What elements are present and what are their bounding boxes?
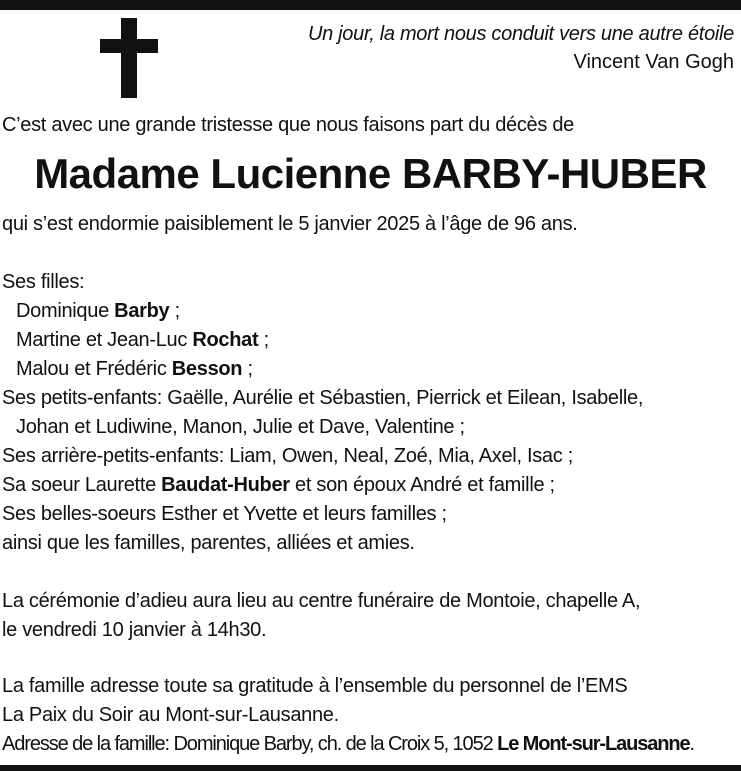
family-list <box>2 268 643 558</box>
death-notice: qui s’est endormie paisiblement le 5 janvier 2025 à l’âge de 96 ans. <box>2 213 578 235</box>
great-grandchildren: Ses arrière-petits-enfants: Liam, Owen, Neal, Zoé, Mia, Axel, Isac ; <box>2 445 573 467</box>
grandchildren: Ses petits-enfants: Gaëlle, Aurélie et Sébastien, Pierrick et Eilean, Isabelle, <box>2 387 644 409</box>
sisters-in-law: Ses belles-soeurs Esther et Yvette et leurs familles ; <box>2 503 447 525</box>
sister: Sa soeur Laurette Baudat-Huber et son époux André et famille ; <box>2 474 555 496</box>
epigraph <box>308 20 734 76</box>
ceremony-info: La cérémonie d’adieu aura lieu au centre funéraire de Montoie, chapelle A, le vendredi 10 janvier à 14h30. <box>2 590 641 641</box>
family-address: Adresse de la famille: Dominique Barby, ch. de la Croix 5, 1052 Le Mont-sur-Lausanne. <box>2 733 695 755</box>
cross-icon <box>100 18 158 98</box>
intro-text: C’est avec une grande tristesse que nous faisons part du décès de <box>2 114 574 136</box>
top-border <box>0 0 741 10</box>
family-member: Dominique Barby ; <box>16 300 180 322</box>
others: ainsi que les familles, parentes, alliées et amies. <box>2 532 415 554</box>
family-member: Malou et Frédéric Besson ; <box>16 358 253 380</box>
quote-author: Vincent Van Gogh <box>573 51 734 73</box>
bottom-border <box>0 765 741 771</box>
thanks-note: La famille adresse toute sa gratitude à l’ensemble du personnel de l’EMS La Paix du Soir au Mont-sur-Lausanne. <box>2 675 628 726</box>
deceased-name: Madame Lucienne BARBY-HUBER <box>34 150 707 197</box>
family-member: Martine et Jean-Luc Rochat ; <box>16 329 269 351</box>
daughters-label: Ses filles: <box>2 271 85 293</box>
quote-text: Un jour, la mort nous conduit vers une autre étoile <box>307 23 734 45</box>
grandchildren-cont: Johan et Ludiwine, Manon, Julie et Dave, Valentine ; <box>16 416 465 438</box>
